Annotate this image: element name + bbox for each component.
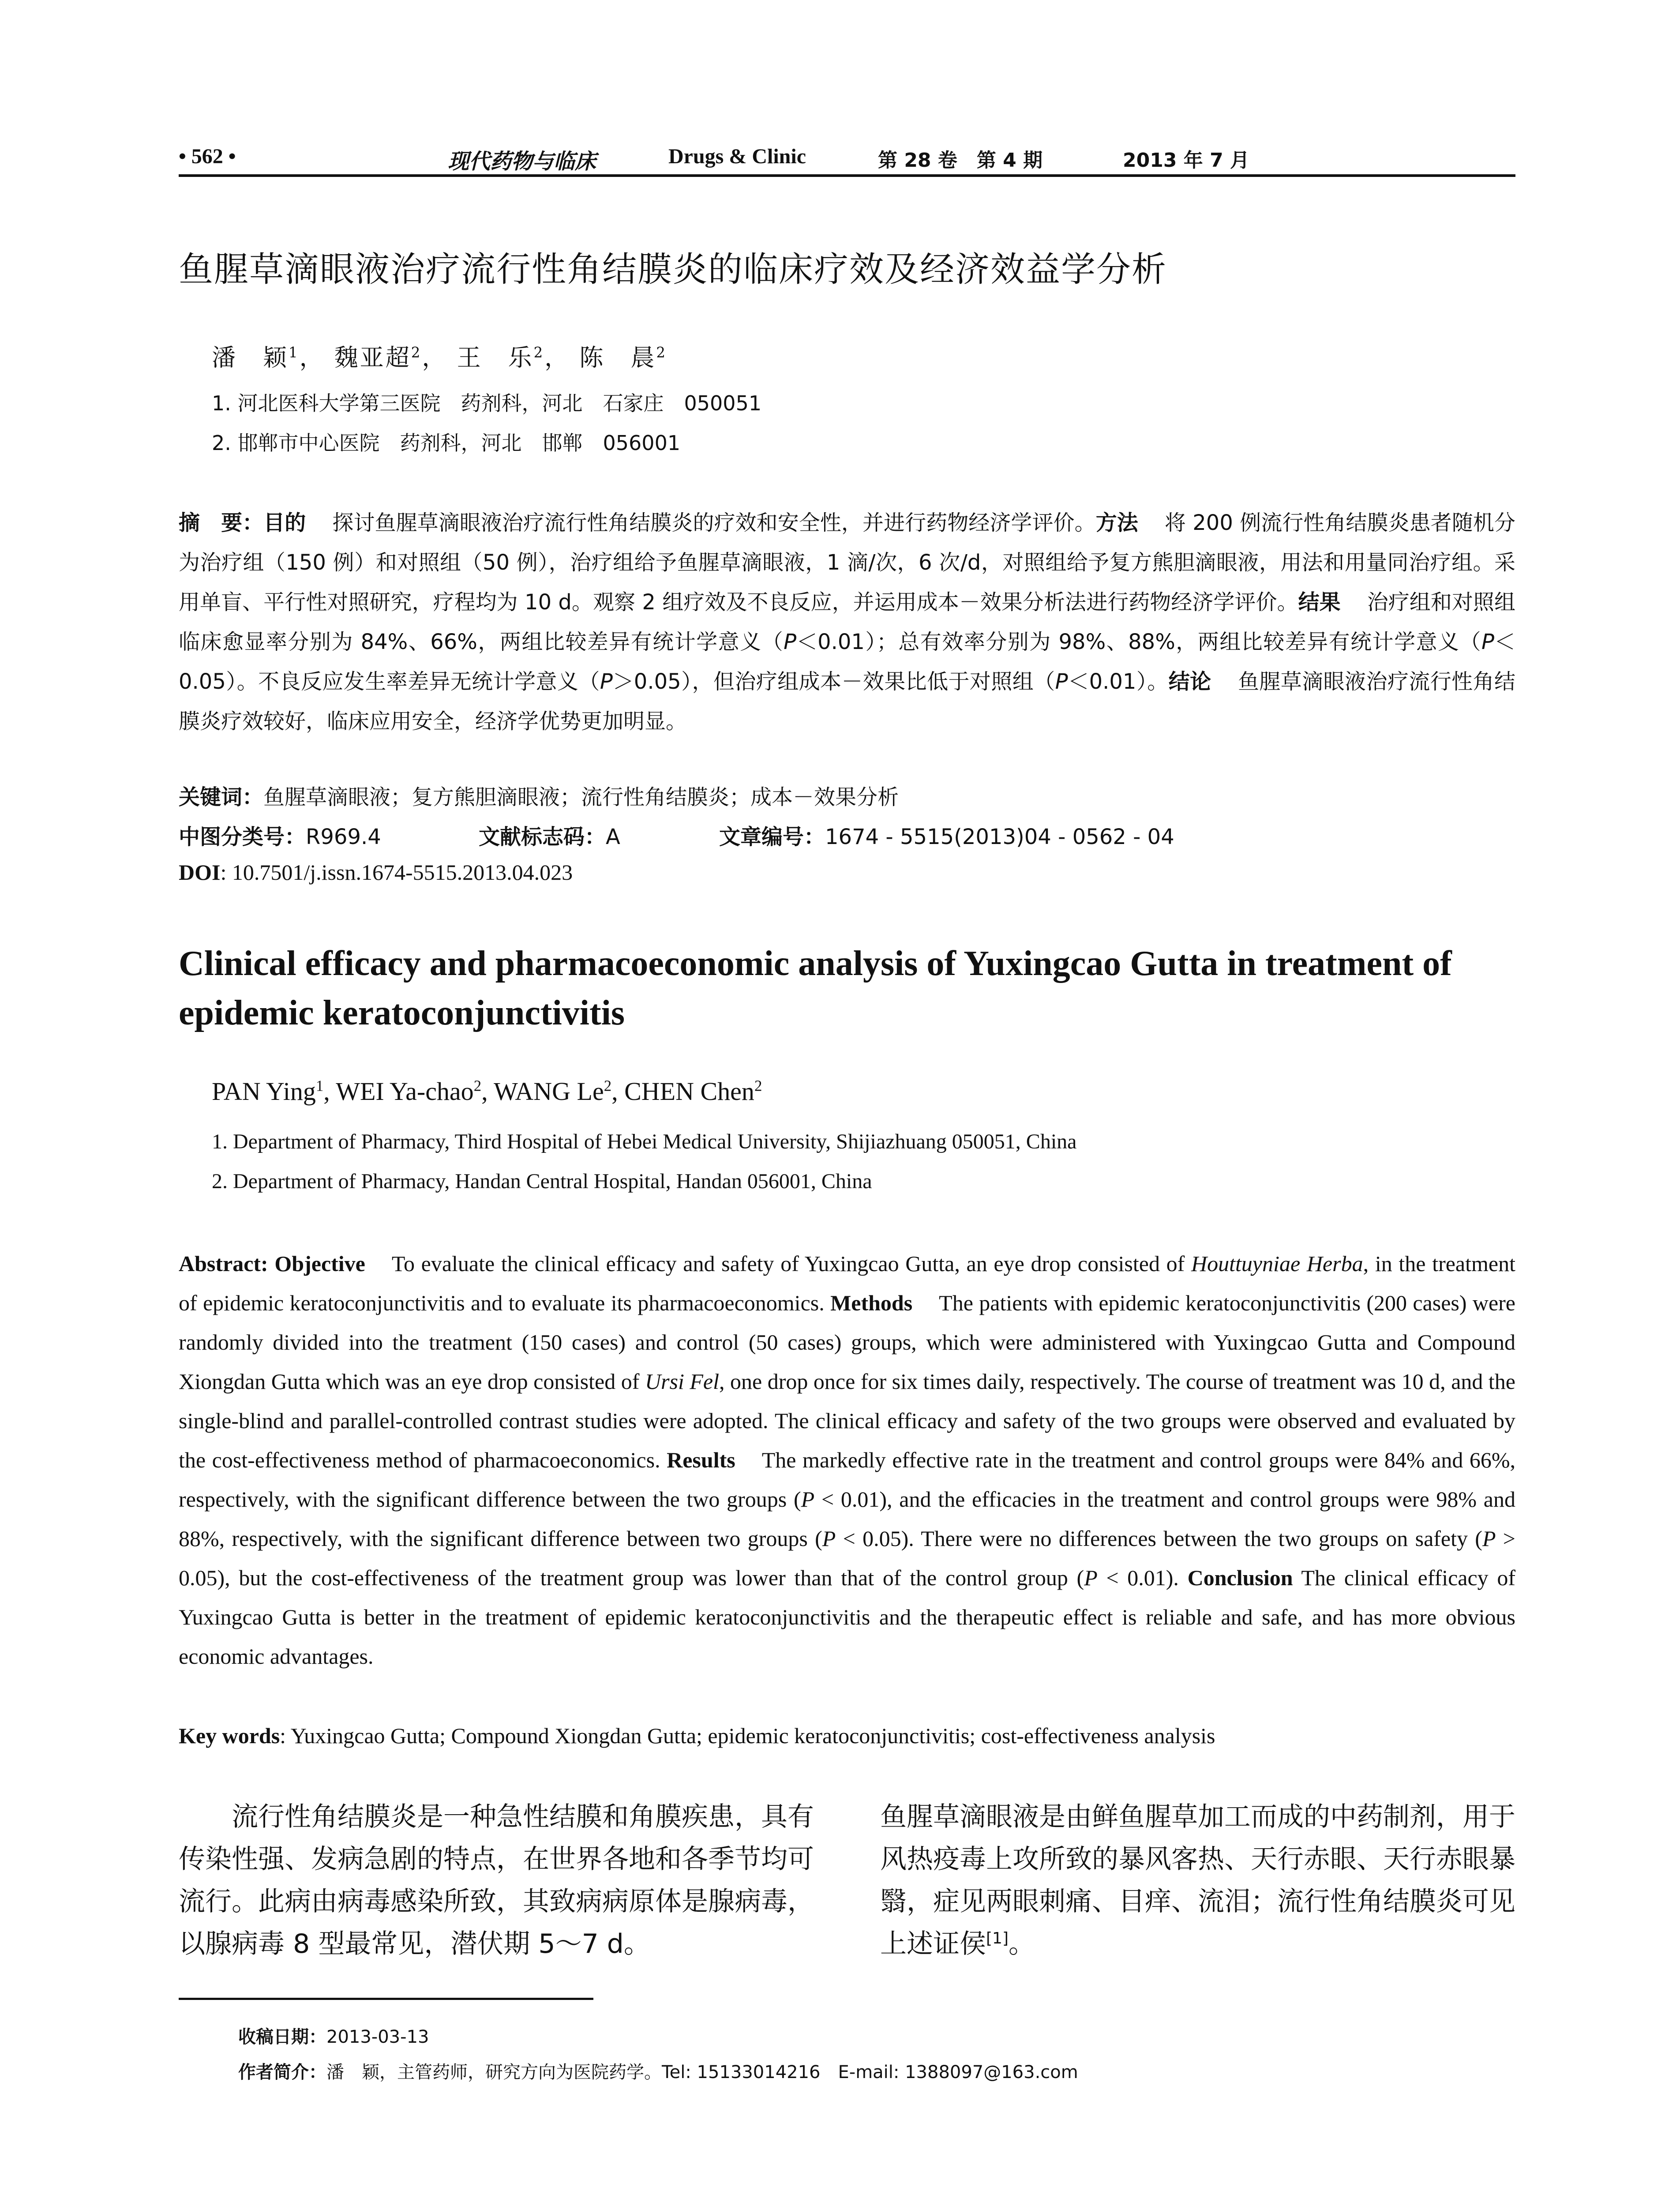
- author-bio-footnote: [238, 2058, 1078, 2083]
- author-name: PAN Ying: [212, 1077, 316, 1106]
- author-name: 王 乐: [457, 344, 534, 371]
- author-bio-text: 潘 颖，主管药师，研究方向为医院药学。Tel: 15133014216 E-mail: 1388097@163.com: [326, 2062, 1078, 2082]
- author-affil-mark: 2: [604, 1077, 612, 1095]
- english-authors: PAN Ying$^1$, WEI Ya-chao$^2$, WANG Le$^2$, CHEN Chen$^2$: [212, 1077, 762, 1106]
- methods-text: 将 200 例流行性角结膜炎患者随机分为治疗组（150 例）和对照组（50 例），治疗组给予鱼腥草滴眼液，1 滴/次，6 次/d，对照组给予复方熊胆滴眼液，用法和用量同治疗组。采用单盲、平行性对照研究，疗程均为 10 d。观察 2 组疗效及不良反应，并运用成本－效果分析法进行药物经济学评价。: [179, 510, 1515, 615]
- methods-label: Methods: [830, 1291, 913, 1315]
- objective-text: , in the treatment of epidemic keratoconjunctivitis and to evaluate its pharmacoeconomics.: [179, 1251, 1515, 1315]
- doi-line: [179, 859, 573, 885]
- running-header: [179, 139, 1515, 177]
- reference-mark: [1]: [986, 1929, 1009, 1947]
- methods-text: The patients with epidemic keratoconjunctivitis (200 cases) were randomly divided into the treatment (150 cases) and control (50 cases) groups, which were administered with Yuxingcao Gutta and Compound Xiongdan Gutta which was an eye drop consisted of: [179, 1291, 1516, 1394]
- author-bio-label: 作者简介：: [238, 2062, 326, 2082]
- p-symbol: P: [1084, 1565, 1098, 1590]
- issue-date: 2013 年 7 月: [1123, 149, 1250, 172]
- author-name: 陈 晨: [579, 344, 656, 371]
- doc-code-label: 文献标志码：: [479, 825, 606, 849]
- p-symbol: P: [784, 630, 797, 654]
- received-date-footnote: [238, 2023, 429, 2048]
- results-label: Results: [667, 1448, 735, 1472]
- chinese-affiliation-1: 1. 河北医科大学第三医院 药剂科，河北 石家庄 050051: [212, 391, 762, 415]
- keywords-label: 关键词：: [179, 785, 264, 810]
- english-keywords: [179, 1723, 1215, 1748]
- author-affil-mark: 2: [411, 344, 422, 361]
- latin-name: Houttuyniae Herba: [1191, 1251, 1363, 1276]
- results-text: ＞0.05），但治疗组成本－效果比低于对照组（: [612, 669, 1055, 694]
- body-text: 鱼腥草滴眼液是由鲜鱼腥草加工而成的中药制剂，用于风热疫毒上攻所致的暴风客热、天行赤眼、天行赤眼暴翳，症见两眼刺痛、目痒、流泪；流行性角结膜炎可见上述证侯: [880, 1801, 1515, 1959]
- author-affil-mark: 1: [289, 344, 300, 361]
- p-symbol: P: [1055, 669, 1068, 694]
- chinese-keywords: [179, 780, 899, 810]
- objective-label: 目的: [263, 510, 306, 535]
- p-symbol: P: [1482, 1526, 1496, 1551]
- english-title: Clinical efficacy and pharmacoeconomic analysis of Yuxingcao Gutta in treatment of epidemic keratoconjunctivitis: [179, 944, 1452, 1032]
- received-value: 2013-03-13: [326, 2027, 429, 2047]
- clc-label: 中图分类号：: [179, 825, 306, 849]
- article-number-value: 1674 - 5515(2013)04 - 0562 - 04: [825, 825, 1174, 849]
- p-symbol: P: [1481, 630, 1494, 654]
- body-column-left: 流行性角结膜炎是一种急性结膜和角膜疾患，具有传染性强、发病急剧的特点，在世界各地和各季节均可流行。此病由病毒感染所致，其致病病原体是腺病毒，以腺病毒 8 型最常见，潜伏期 5～7 d。: [179, 1801, 814, 1959]
- body-column-right: [880, 1796, 1515, 1965]
- conclusion-text: The clinical efficacy of Yuxingcao Gutta is better in the treatment of epidemic keratoconjunctivitis and the therapeutic effect is reliable and safe, and has more obvious economic advantages.: [179, 1565, 1515, 1669]
- conclusion-label: Conclusion: [1187, 1565, 1293, 1590]
- abstract-objective-label: Abstract: Objective: [179, 1251, 365, 1276]
- classification-line: [179, 820, 1174, 850]
- author-affil-mark: 1: [315, 1077, 324, 1095]
- author-name: 潘 颖: [212, 344, 289, 371]
- received-label: 收稿日期：: [238, 2027, 326, 2047]
- footnote-divider: [179, 1998, 593, 2000]
- keywords-text: 鱼腥草滴眼液；复方熊胆滴眼液；流行性角结膜炎；成本－效果分析: [263, 785, 899, 810]
- p-symbol: P: [801, 1487, 815, 1512]
- chinese-title: 鱼腥草滴眼液治疗流行性角结膜炎的临床疗效及经济效益学分析: [179, 250, 1167, 289]
- english-affiliation-2: 2. Department of Pharmacy, Handan Central Hospital, Handan 056001, China: [212, 1170, 872, 1193]
- latin-name: Ursi Fel: [645, 1369, 720, 1394]
- journal-name-en: Drugs & Clinic: [668, 145, 806, 168]
- author-name: WANG Le: [494, 1077, 604, 1106]
- results-text: < 0.01), and the efficacies in the treatment and control groups were 98% and 88%, respectively, with the significant difference between two groups (: [179, 1487, 1515, 1551]
- volume-issue: 第 28 卷 第 4 期: [878, 149, 1043, 172]
- results-text: 治疗组和对照组临床愈显率分别为 84%、66%，两组比较差异有统计学意义（: [179, 590, 1515, 654]
- doi-label: DOI: [179, 860, 221, 885]
- chinese-abstract: [179, 503, 1515, 741]
- author-affil-mark: 2: [754, 1077, 762, 1095]
- results-text: The markedly effective rate in the treatment and control groups were 84% and 66%, respectively, with the significant difference between the two groups (: [179, 1448, 1516, 1512]
- author-name: 魏亚超: [334, 344, 411, 371]
- english-abstract: [179, 1244, 1515, 1676]
- keywords-text: : Yuxingcao Gutta; Compound Xiongdan Gutta; epidemic keratoconjunctivitis; cost-effectiveness analysis: [280, 1723, 1215, 1748]
- objective-text: To evaluate the clinical efficacy and safety of Yuxingcao Gutta, an eye drop consisted of: [391, 1251, 1191, 1276]
- author-affil-mark: 2: [473, 1077, 482, 1095]
- results-text: ＜0.01）。: [1068, 669, 1169, 694]
- chinese-authors: 潘 颖$^1$， 魏亚超$^2$， 王 乐$^2$， 陈 晨$^2$: [212, 344, 667, 371]
- p-symbol: P: [600, 669, 613, 694]
- author-affil-mark: 2: [533, 344, 545, 361]
- conclusion-label: 结论: [1168, 669, 1211, 694]
- abstract-label: 摘 要：: [179, 510, 264, 535]
- article-number-label: 文章编号：: [719, 825, 825, 849]
- objective-text: 探讨鱼腥草滴眼液治疗流行性角结膜炎的疗效和安全性，并进行药物经济学评价。: [332, 510, 1096, 535]
- author-name: CHEN Chen: [624, 1077, 754, 1106]
- results-text: ＜0.01）；总有效率分别为 98%、88%，两组比较差异有统计学意义（: [796, 630, 1482, 654]
- english-affiliation-1: 1. Department of Pharmacy, Third Hospital of Hebei Medical University, Shijiazhuang 050051, China: [212, 1130, 1077, 1153]
- keywords-label: Key words: [179, 1723, 280, 1748]
- conclusion-text: 鱼腥草滴眼液治疗流行性角结膜炎疗效较好，临床应用安全，经济学优势更加明显。: [179, 669, 1515, 734]
- author-affil-mark: 2: [656, 344, 667, 361]
- methods-text: , one drop once for six times daily, respectively. The course of treatment was 10 d, and the single-blind and parallel-controlled contrast studies were adopted. The clinical efficacy and safety of the two groups were observed and evaluated by the cost-effectiveness method of pharmacoeconomics.: [179, 1369, 1515, 1472]
- doc-code-value: A: [606, 825, 620, 849]
- results-text: > 0.05), but the cost-effectiveness of the treatment group was lower than that of the control group (: [179, 1526, 1516, 1590]
- results-text: ＜0.05）。不良反应发生率差异无统计学意义（: [179, 630, 1515, 694]
- page-number: • 562 •: [179, 145, 236, 168]
- results-label: 结果: [1298, 590, 1341, 615]
- results-text: < 0.05). There were no differences between the two groups on safety (: [836, 1526, 1482, 1551]
- results-text: < 0.01).: [1097, 1565, 1179, 1590]
- doi-value: : 10.7501/j.issn.1674-5515.2013.04.023: [220, 860, 573, 885]
- chinese-affiliation-2: 2. 邯郸市中心医院 药剂科，河北 邯郸 056001: [212, 431, 681, 455]
- body-text: 。: [1009, 1928, 1035, 1959]
- p-symbol: P: [822, 1526, 836, 1551]
- journal-name-cn: 现代药物与临床: [448, 150, 596, 173]
- author-name: WEI Ya-chao: [336, 1077, 474, 1106]
- clc-value: R969.4: [306, 825, 381, 849]
- methods-label: 方法: [1095, 510, 1138, 535]
